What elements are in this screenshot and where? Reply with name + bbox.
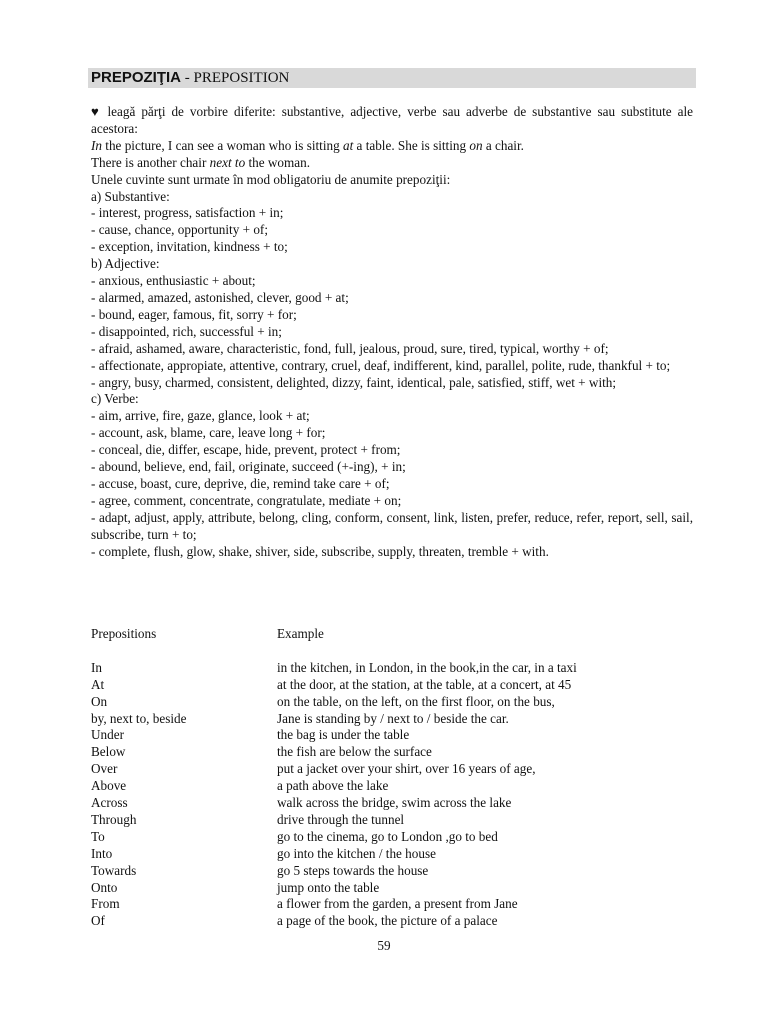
section-title-bar [88, 68, 696, 88]
preposition-cell: Onto [91, 879, 118, 895]
example-cell: jump onto the table [277, 879, 380, 895]
table-row [91, 778, 701, 795]
example-cell: go into the kitchen / the house [277, 845, 436, 861]
table-row [91, 660, 701, 677]
page-number: 59 [377, 938, 391, 953]
list-line: - anxious, enthusiastic + about; [91, 273, 256, 289]
example-cell: at the door, at the station, at the table, at a concert, at 45 [277, 676, 572, 692]
list-line: - alarmed, amazed, astonished, clever, good + at; [91, 289, 349, 305]
table-header [91, 626, 701, 643]
table-row [91, 829, 701, 846]
table-row [91, 727, 701, 744]
example-cell: walk across the bridge, swim across the lake [277, 795, 512, 811]
example-cell: a path above the lake [277, 778, 389, 794]
section-title [91, 69, 289, 87]
example-cell: go 5 steps towards the house [277, 862, 429, 878]
preposition-cell: Of [91, 913, 105, 929]
list-line: - conceal, die, differ, escape, hide, prevent, protect + from; [91, 442, 401, 458]
example-text: the woman. [245, 154, 310, 170]
list-line: b) Adjective: [91, 256, 160, 272]
list-line: - aim, arrive, fire, gaze, glance, look + at; [91, 408, 310, 424]
list-line: - cause, chance, opportunity + of; [91, 222, 268, 238]
obligatory-intro: Unele cuvinte sunt urmate în mod obligatoriu de anumite prepoziţii: [91, 171, 451, 187]
list-line: - complete, flush, glow, shake, shiver, side, subscribe, supply, threaten, tremble + with. [91, 543, 549, 559]
example-sentence-1 [91, 138, 693, 155]
column-header-example: Example [277, 626, 324, 641]
list-line: - accuse, boast, cure, deprive, die, remind take care + of; [91, 475, 390, 491]
preposition-cell: From [91, 896, 120, 912]
column-header-prepositions: Prepositions [91, 626, 157, 641]
list-line: c) Verbe: [91, 391, 139, 407]
prepositions-table [91, 626, 701, 930]
preposition-cell: To [91, 828, 105, 844]
body-text [91, 104, 693, 560]
list-line: - afraid, ashamed, aware, characteristic, fond, full, jealous, proud, sure, tired, typical, worthy + of; [91, 340, 609, 356]
example-cell: in the kitchen, in London, in the book,in the car, in a taxi [277, 659, 577, 675]
example-prep-at: at [342, 137, 354, 153]
table-row [91, 711, 701, 728]
table-row [91, 896, 701, 913]
section-title-bold: PREPOZIŢIA [91, 69, 182, 86]
example-prep-in: In [91, 137, 102, 153]
table-row [91, 744, 701, 761]
list-line: - bound, eager, famous, fit, sorry + for; [91, 306, 297, 322]
list-line: - disappointed, rich, successful + in; [91, 323, 282, 339]
table-row [91, 846, 701, 863]
preposition-cell: Under [91, 727, 124, 743]
preposition-cell: Across [91, 795, 128, 811]
table-row [91, 880, 701, 897]
preposition-cell: Above [91, 778, 127, 794]
example-cell: the fish are below the surface [277, 744, 432, 760]
table-row [91, 913, 701, 930]
example-prep-on: on [469, 137, 483, 153]
list-line: a) Substantive: [91, 188, 170, 204]
example-cell: the bag is under the table [277, 727, 410, 743]
preposition-cell: Below [91, 744, 126, 760]
preposition-cell: At [91, 676, 105, 692]
example-text: There is another chair [91, 154, 210, 170]
table-body [91, 660, 701, 931]
list-line: - exception, invitation, kindness + to; [91, 239, 288, 255]
table-row [91, 863, 701, 880]
table-row [91, 761, 701, 778]
example-sentence-2 [91, 155, 693, 172]
preposition-cell: by, next to, beside [91, 710, 187, 726]
table-row [91, 812, 701, 829]
table-row [91, 694, 701, 711]
example-text: the picture, I can see a woman who is sitting [102, 137, 343, 153]
example-prep-next-to: next to [209, 154, 246, 170]
table-row [91, 677, 701, 694]
table-row [91, 795, 701, 812]
preposition-cell: Through [91, 811, 137, 827]
list-line: - affectionate, appropiate, attentive, contrary, cruel, deaf, indifferent, kind, parallel, polite, rude, thankful + to; [91, 357, 671, 373]
example-cell: on the table, on the left, on the first floor, on the bus, [277, 693, 555, 709]
list-line: - agree, comment, concentrate, congratulate, mediate + on; [91, 492, 402, 508]
preposition-list [91, 189, 693, 561]
example-cell: a flower from the garden, a present from Jane [277, 896, 518, 912]
example-cell: drive through the tunnel [277, 811, 405, 827]
list-line: - angry, busy, charmed, consistent, delighted, dizzy, faint, identical, pale, satisfied, stiff, wet + with; [91, 374, 617, 390]
list-line: - account, ask, blame, care, leave long + for; [91, 425, 326, 441]
preposition-cell: Towards [91, 862, 137, 878]
example-cell: go to the cinema, go to London ,go to bed [277, 828, 498, 844]
preposition-cell: Into [91, 845, 113, 861]
example-text: a chair. [482, 137, 524, 153]
preposition-cell: On [91, 693, 108, 709]
example-cell: a page of the book, the picture of a palace [277, 913, 498, 929]
intro-paragraph: ♥ leagă părţi de vorbire diferite: substantive, adjective, verbe sau adverbe de substantive sau substitute ale acestora: [91, 104, 693, 136]
list-line: - abound, believe, end, fail, originate, succeed (+-ing), + in; [91, 459, 406, 475]
preposition-cell: Over [91, 761, 118, 777]
example-cell: put a jacket over your shirt, over 16 years of age, [277, 761, 536, 777]
list-line: - adapt, adjust, apply, attribute, belong, cling, conform, consent, link, listen, prefer, reduce, refer, report, sell, sail, subscribe, turn + to; [91, 509, 693, 542]
example-cell: Jane is standing by / next to / beside the car. [277, 710, 509, 726]
section-title-rest: - PREPOSITION [181, 70, 290, 86]
example-text: a table. She is sitting [353, 137, 470, 153]
preposition-cell: In [91, 659, 102, 675]
list-line: - interest, progress, satisfaction + in; [91, 205, 284, 221]
